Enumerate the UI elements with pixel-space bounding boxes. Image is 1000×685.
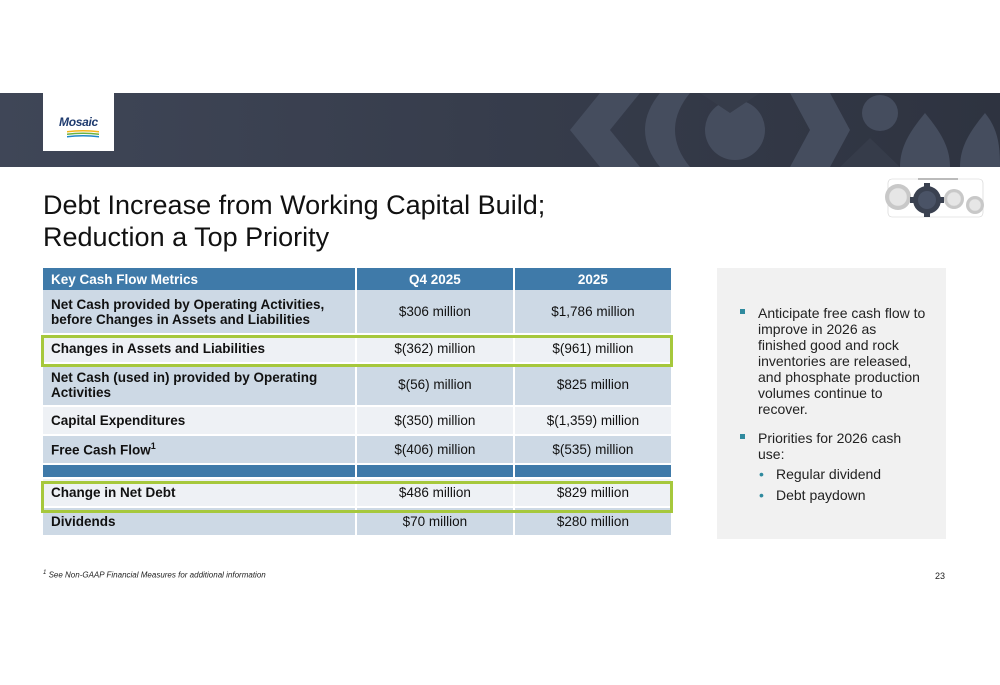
page-title <box>43 189 545 253</box>
table-row <box>43 334 672 363</box>
free-cash-flow-label: Free Cash Flow <box>51 442 151 458</box>
row-label: Capital Expenditures <box>43 406 356 435</box>
row-fy-value: $(1,359) million <box>514 406 672 435</box>
sub-bullet-item <box>759 487 866 503</box>
banner-pattern <box>0 93 1000 167</box>
square-bullet-icon <box>740 434 745 439</box>
priorities-panel <box>717 268 946 539</box>
header-metrics: Key Cash Flow Metrics <box>43 268 356 290</box>
footnote-number: 1 <box>43 570 47 576</box>
footnote <box>43 570 266 580</box>
page-number: 23 <box>935 571 946 581</box>
table-row <box>43 435 672 464</box>
row-q4-value: $306 million <box>356 290 514 334</box>
bullet-item <box>758 305 928 417</box>
table-header-row <box>43 268 672 290</box>
row-label: Net Cash (used in) provided by Operating Activities <box>43 363 356 406</box>
row-q4-value: $(350) million <box>356 406 514 435</box>
dot-bullet-icon: • <box>759 466 764 482</box>
dot-bullet-icon: • <box>759 487 764 503</box>
square-bullet-icon <box>740 309 745 314</box>
row-q4-value: $(362) million <box>356 334 514 363</box>
spacer-cell <box>43 464 356 478</box>
row-label <box>43 435 356 464</box>
row-fy-value: $280 million <box>514 507 672 536</box>
footnote-marker: 1 <box>150 441 156 452</box>
header-banner <box>0 93 1000 167</box>
header-q4-2025: Q4 2025 <box>356 268 514 290</box>
title-line-1: Debt Increase from Working Capital Build; <box>43 190 546 220</box>
table-row <box>43 406 672 435</box>
row-fy-value: $829 million <box>514 478 672 507</box>
spacer-cell <box>514 464 672 478</box>
table-row <box>43 507 672 536</box>
row-fy-value: $1,786 million <box>514 290 672 334</box>
table-spacer-row <box>43 464 672 478</box>
table-row <box>43 478 672 507</box>
table-row <box>43 290 672 334</box>
logo-wordmark <box>59 115 98 129</box>
row-label: Net Cash provided by Operating Activities, before Changes in Assets and Liabilities <box>43 290 356 334</box>
header-2025: 2025 <box>514 268 672 290</box>
logo-text: Mosaic <box>59 115 98 129</box>
row-fy-value: $825 million <box>514 363 672 406</box>
row-q4-value: $(406) million <box>356 435 514 464</box>
bullet-text: Priorities for 2026 cash use: <box>758 430 902 462</box>
sub-bullet-text: Debt paydown <box>776 487 866 503</box>
gears-icon <box>878 177 990 221</box>
table-row <box>43 363 672 406</box>
row-q4-value: $70 million <box>356 507 514 536</box>
row-fy-value: $(961) million <box>514 334 672 363</box>
logo-stripes-icon <box>67 129 99 138</box>
cash-flow-table <box>43 268 673 537</box>
title-line-2: Reduction a Top Priority <box>43 222 330 252</box>
row-q4-value: $486 million <box>356 478 514 507</box>
row-q4-value: $(56) million <box>356 363 514 406</box>
row-label: Changes in Assets and Liabilities <box>43 334 356 363</box>
sub-bullet-text: Regular dividend <box>776 466 882 482</box>
row-label: Dividends <box>43 507 356 536</box>
footnote-text: See Non-GAAP Financial Measures for additional information <box>46 570 266 580</box>
row-fy-value: $(535) million <box>514 435 672 464</box>
spacer-cell <box>356 464 514 478</box>
bullet-item <box>758 430 928 462</box>
bullet-text: Anticipate free cash flow to improve in 2026 as finished good and rock inventories are released, and phosphate production volumes continue to recover. <box>758 305 926 417</box>
logo <box>43 93 114 151</box>
sub-bullet-item <box>759 466 882 482</box>
row-label: Change in Net Debt <box>43 478 356 507</box>
